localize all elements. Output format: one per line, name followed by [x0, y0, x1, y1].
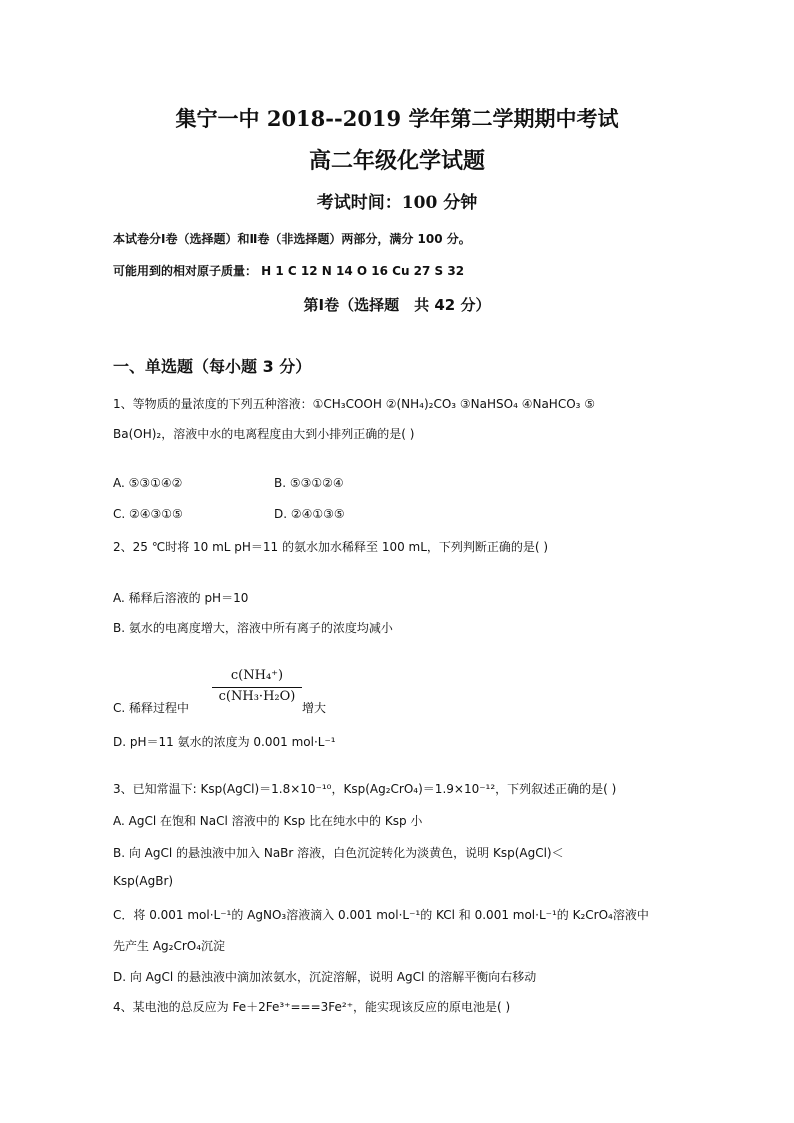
- q2-option-a: A. 稀释后溶液的 pH＝10: [113, 591, 249, 605]
- q3-option-c-line1: C．将 0.001 mol·L⁻¹的 AgNO₃溶液滴入 0.001 mol·L⁻¹的 KCl 和 0.001 mol·L⁻¹的 K₂CrO₄溶液中: [113, 908, 649, 922]
- q2-option-c-prefix: C. 稀释过程中: [113, 701, 190, 715]
- q3-stem: 3、已知常温下: Ksp(AgCl)＝1.8×10⁻¹⁰，Ksp(Ag₂CrO₄)＝1.9×10⁻¹²，下列叙述正确的是( ): [113, 782, 617, 796]
- q2-option-b: B. 氨水的电离度增大，溶液中所有离子的浓度均减小: [113, 621, 393, 635]
- q1-option-d: D. ②④①③⑤: [274, 507, 345, 521]
- exam-title: 集宁一中 2018--2019 学年第二学期期中考试: [175, 106, 619, 131]
- q2-stem: 2、25 ℃时将 10 mL pH＝11 的氨水加水稀释至 100 mL，下列判断正确的是( ): [113, 540, 549, 554]
- q4-stem: 4、某电池的总反应为 Fe＋2Fe³⁺===3Fe²⁺，能实现该反应的原电池是( ): [113, 1000, 511, 1014]
- q3-option-a: A. AgCl 在饱和 NaCl 溶液中的 Ksp 比在纯水中的 Ksp 小: [113, 814, 423, 828]
- q1-stem-line1: 1、等物质的量浓度的下列五种溶液：①CH₃COOH ②(NH₄)₂CO₃ ③NaHSO₄ ④NaHCO₃ ⑤: [113, 397, 596, 411]
- exam-note: 本试卷分Ⅰ卷（选择题）和Ⅱ卷（非选择题）两部分，满分 100 分。: [113, 232, 471, 246]
- section-title: 第Ⅰ卷（选择题 共 42 分）: [303, 296, 491, 314]
- q1-option-a: A. ⑤③①④②: [113, 476, 183, 490]
- q1-option-c: C. ②④③①⑤: [113, 507, 183, 521]
- q1-option-b: B. ⑤③①②④: [274, 476, 344, 490]
- fraction-denominator: c(NH₃·H₂O): [218, 689, 296, 704]
- q3-option-c-line2: 先产生 Ag₂CrO₄沉淀: [113, 939, 226, 953]
- q1-stem-line2: Ba(OH)₂，溶液中水的电离程度由大到小排列正确的是( ): [113, 427, 415, 441]
- q3-option-b-line1: B. 向 AgCl 的悬浊液中加入 NaBr 溶液，白色沉淀转化为淡黄色，说明 Ksp(AgCl)＜: [113, 846, 564, 860]
- exam-subtitle: 高二年级化学试题: [308, 148, 485, 174]
- part-title: 一、单选题（每小题 3 分）: [113, 357, 312, 376]
- q2-option-c-suffix: 增大: [302, 701, 327, 715]
- atomic-mass-note: 可能用到的相对原子质量： H 1 C 12 N 14 O 16 Cu 27 S 32: [113, 264, 465, 278]
- q2-option-c-fraction: [212, 668, 302, 707]
- fraction-numerator: c(NH₄⁺): [230, 668, 284, 683]
- q3-option-b-line2: Ksp(AgBr): [113, 874, 174, 888]
- fraction-bar: [212, 687, 302, 688]
- q2-option-d: D. pH＝11 氨水的浓度为 0.001 mol·L⁻¹: [113, 735, 336, 749]
- exam-time: 考试时间：100 分钟: [316, 193, 478, 213]
- q3-option-d: D. 向 AgCl 的悬浊液中滴加浓氨水，沉淀溶解，说明 AgCl 的溶解平衡向右移动: [113, 970, 537, 984]
